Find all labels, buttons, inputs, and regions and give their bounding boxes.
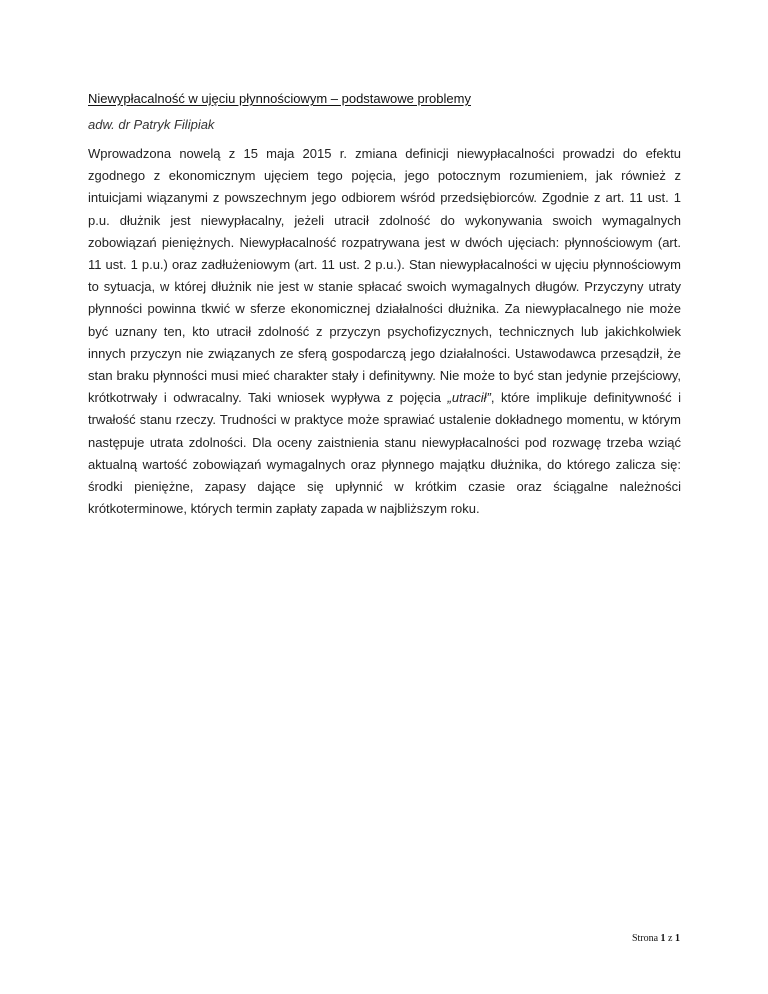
paragraph-text-after-quote: , które implikuje definitywność i trwałość stanu rzeczy. Trudności w praktyce może sprawiać ustalenie dokładnego momentu, w którym następuje utrata zdolności. Dla oceny zaistnienia stanu niewypłacalności pod rozwagę trzeba wziąć aktualną wartość zobowiązań wymagalnych oraz płynnego majątku dłużnika, do którego zalicza się: środki pieniężne, zapasy dające się upłynnić w krótkim czasie oraz ściągalne należności krótkoterminowe, których termin zapłaty zapada w najbliższym roku.: [88, 390, 681, 517]
document-author: adw. dr Patryk Filipiak: [88, 117, 215, 132]
page-footer: [632, 933, 680, 945]
document-title: Niewypłacalność w ujęciu płynnościowym – podstawowe problemy: [88, 91, 471, 106]
paragraph-text-before-quote: Wprowadzona nowelą z 15 maja 2015 r. zmiana definicji niewypłacalności prowadzi do efektu zgodnego z ekonomicznym ujęciem tego pojęcia, jego potocznym rozumieniem, jak również z intuicjami wiązanymi z powszechnym jego odbiorem wśród przedsiębiorców. Zgodnie z art. 11 ust. 1 p.u. dłużnik jest niewypłacalny, jeżeli utracił zdolność do wykonywania swoich wymagalnych zobowiązań pieniężnych. Niewypłacalność rozpatrywana jest w dwóch ujęciach: płynnościowym (art. 11 ust. 1 p.u.) oraz zadłużeniowym (art. 11 ust. 2 p.u.). Stan niewypłacalności w ujęciu płynnościowym to sytuacja, w której dłużnik nie jest w stanie spłacać swoich wymagalnych długów. Przyczyny utraty płynności powinna tkwić w sferze ekonomicznej działalności dłużnika. Za niewypłacalnego nie może być uznany ten, kto utracił zdolność z przyczyn psychofizycznych, technicznych lub jakichkolwiek innych przyczyn nie związanych ze sferą gospodarczą jego działalności. Ustawodawca przesądził, że stan braku płynności musi mieć charakter stały i definitywny. Nie może to być stan jedynie przejściowy, krótkotrwały i odwracalny. Taki wniosek wypływa z pojęcia: [88, 146, 681, 406]
footer-page-label: Strona: [631, 933, 659, 944]
body-paragraph: [88, 143, 681, 520]
footer-of-label: z: [668, 933, 673, 944]
footer-current-page: 1: [660, 933, 666, 944]
quoted-term: „utracił”: [447, 390, 491, 406]
footer-total-pages: 1: [675, 933, 680, 944]
